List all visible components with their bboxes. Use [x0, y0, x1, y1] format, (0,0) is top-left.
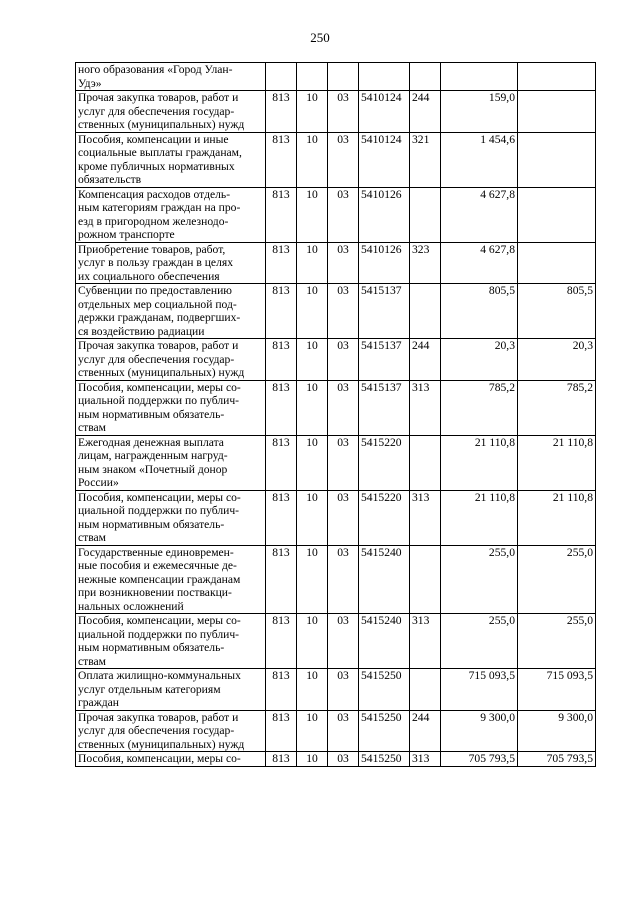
table-row: [76, 63, 596, 91]
table-row: [76, 490, 596, 545]
cell-amount: 705 793,5: [441, 752, 518, 767]
cell-name-line: Прочая закупка товаров, работ и: [78, 710, 239, 724]
cell-expense-type: 313: [410, 380, 441, 435]
cell-name-line: услуг для обеспечения государ-: [78, 352, 235, 366]
cell-target-article: 5410124: [359, 91, 410, 133]
cell-expense-type: [410, 669, 441, 711]
cell-amount: 4 627,8: [441, 187, 518, 242]
cell-amount-federal: 705 793,5: [518, 752, 596, 767]
cell-expense-type: 313: [410, 614, 441, 669]
cell-name: [76, 435, 266, 490]
cell-expense-type: [410, 63, 441, 91]
cell-subsection: 03: [328, 284, 359, 339]
cell-name-line: держки гражданам, подвергших-: [78, 311, 241, 324]
cell-name-line: циальной поддержки по публич-: [78, 627, 240, 641]
table-row: [76, 710, 596, 752]
cell-subsection: 03: [328, 710, 359, 752]
cell-name-line: Приобретение товаров, работ,: [78, 242, 226, 256]
cell-name-line: ным знаком «Почетный донор: [78, 462, 228, 476]
cell-ved: 813: [266, 545, 297, 614]
cell-section: 10: [297, 284, 328, 339]
cell-section: 10: [297, 545, 328, 614]
cell-ved: 813: [266, 435, 297, 490]
cell-name-line: Прочая закупка товаров, работ и: [78, 339, 239, 352]
cell-name-line: Пособия, компенсации и иные: [78, 132, 229, 146]
cell-name-line: циальной поддержки по публич-: [78, 504, 240, 517]
cell-section: 10: [297, 91, 328, 133]
cell-target-article: 5415250: [359, 710, 410, 752]
cell-section: 10: [297, 380, 328, 435]
cell-name-line: ся воздействию радиации: [78, 324, 205, 338]
cell-name: [76, 339, 266, 381]
cell-name-line: услуг для обеспечения государ-: [78, 724, 235, 737]
cell-amount: 159,0: [441, 91, 518, 133]
cell-name: [76, 242, 266, 284]
cell-name: [76, 752, 266, 767]
cell-target-article: 5415240: [359, 614, 410, 669]
cell-target-article: 5415250: [359, 752, 410, 767]
cell-amount-federal: [518, 63, 596, 91]
cell-amount: 21 110,8: [441, 435, 518, 490]
cell-name-line: Государственные единовремен-: [78, 545, 234, 559]
cell-name-line: езд в пригородном железнодо-: [78, 214, 229, 228]
cell-subsection: 03: [328, 545, 359, 614]
cell-amount: 20,3: [441, 339, 518, 381]
cell-name: [76, 545, 266, 614]
cell-amount-federal: [518, 242, 596, 284]
cell-section: 10: [297, 242, 328, 284]
cell-ved: 813: [266, 614, 297, 669]
cell-name-line: граждан: [78, 696, 119, 709]
cell-target-article: [359, 63, 410, 91]
cell-name: [76, 380, 266, 435]
cell-subsection: 03: [328, 435, 359, 490]
cell-ved: [266, 63, 297, 91]
cell-name-line: ствам: [78, 531, 107, 544]
cell-name-line: ственных (муниципальных) нужд: [78, 366, 245, 379]
cell-name: [76, 132, 266, 187]
cell-amount: 9 300,0: [441, 710, 518, 752]
cell-section: 10: [297, 614, 328, 669]
cell-name-line: отдельных мер социальной под-: [78, 297, 237, 311]
table-row: [76, 669, 596, 711]
cell-name-line: при возникновении поствакци-: [78, 586, 232, 599]
cell-name: [76, 669, 266, 711]
cell-expense-type: 313: [410, 752, 441, 767]
cell-target-article: 5415240: [359, 545, 410, 614]
cell-name: [76, 614, 266, 669]
cell-amount-federal: 9 300,0: [518, 710, 596, 752]
table-row: [76, 187, 596, 242]
cell-name-line: нальных осложнений: [78, 599, 184, 613]
cell-amount: 805,5: [441, 284, 518, 339]
cell-amount-federal: [518, 132, 596, 187]
cell-expense-type: 313: [410, 490, 441, 545]
cell-section: 10: [297, 435, 328, 490]
cell-name-line: Ежегодная денежная выплата: [78, 435, 224, 449]
cell-name-line: циальной поддержки по публич-: [78, 394, 240, 407]
cell-target-article: 5410124: [359, 132, 410, 187]
cell-subsection: 03: [328, 132, 359, 187]
table-row: [76, 435, 596, 490]
cell-ved: 813: [266, 752, 297, 767]
cell-name-line: ственных (муниципальных) нужд: [78, 737, 245, 751]
cell-name-line: ным категориям граждан на про-: [78, 201, 241, 214]
cell-amount-federal: 21 110,8: [518, 435, 596, 490]
cell-section: 10: [297, 752, 328, 767]
cell-expense-type: [410, 187, 441, 242]
cell-section: 10: [297, 132, 328, 187]
cell-target-article: 5415137: [359, 339, 410, 381]
table-row: [76, 284, 596, 339]
cell-name-line: ственных (муниципальных) нужд: [78, 118, 245, 131]
cell-subsection: 03: [328, 187, 359, 242]
cell-amount: 255,0: [441, 614, 518, 669]
cell-ved: 813: [266, 339, 297, 381]
cell-name-line: Пособия, компенсации, меры со-: [78, 752, 241, 765]
cell-target-article: 5410126: [359, 187, 410, 242]
cell-subsection: 03: [328, 339, 359, 381]
cell-amount: 715 093,5: [441, 669, 518, 711]
cell-name-line: Прочая закупка товаров, работ и: [78, 91, 239, 104]
cell-name: [76, 91, 266, 133]
cell-expense-type: 323: [410, 242, 441, 284]
cell-target-article: 5415250: [359, 669, 410, 711]
cell-name-line: ствам: [78, 654, 107, 668]
cell-ved: 813: [266, 242, 297, 284]
cell-ved: 813: [266, 669, 297, 711]
cell-name-line: ные пособия и ежемесячные де-: [78, 559, 237, 572]
cell-expense-type: [410, 545, 441, 614]
cell-amount-federal: 785,2: [518, 380, 596, 435]
cell-section: 10: [297, 187, 328, 242]
cell-ved: 813: [266, 490, 297, 545]
cell-expense-type: [410, 435, 441, 490]
cell-name-line: рожном транспорте: [78, 228, 175, 241]
cell-ved: 813: [266, 710, 297, 752]
cell-name-line: России»: [78, 476, 119, 489]
cell-name-line: ствам: [78, 421, 107, 434]
cell-name: [76, 284, 266, 339]
cell-expense-type: 244: [410, 91, 441, 133]
table-row: [76, 339, 596, 381]
cell-target-article: 5410126: [359, 242, 410, 284]
cell-amount: 255,0: [441, 545, 518, 614]
cell-subsection: 03: [328, 614, 359, 669]
cell-name: [76, 63, 266, 91]
cell-section: 10: [297, 669, 328, 711]
table-row: [76, 614, 596, 669]
cell-name-line: услуг отдельным категориям: [78, 682, 221, 696]
cell-subsection: 03: [328, 91, 359, 133]
cell-ved: 813: [266, 132, 297, 187]
cell-name: [76, 187, 266, 242]
cell-amount: [441, 63, 518, 91]
cell-amount-federal: 715 093,5: [518, 669, 596, 711]
cell-amount-federal: 20,3: [518, 339, 596, 381]
cell-target-article: 5415137: [359, 284, 410, 339]
table-row: [76, 545, 596, 614]
cell-amount-federal: [518, 91, 596, 133]
cell-name-line: Пособия, компенсации, меры со-: [78, 380, 241, 394]
cell-ved: 813: [266, 187, 297, 242]
cell-section: 10: [297, 339, 328, 381]
cell-subsection: 03: [328, 669, 359, 711]
table-row: [76, 752, 596, 767]
cell-expense-type: 244: [410, 339, 441, 381]
cell-subsection: [328, 63, 359, 91]
cell-section: 10: [297, 710, 328, 752]
budget-table: [75, 62, 596, 767]
cell-name-line: Оплата жилищно-коммунальных: [78, 669, 241, 682]
cell-subsection: 03: [328, 242, 359, 284]
cell-name-line: лицам, награжденным нагруд-: [78, 449, 228, 462]
cell-name-line: услуг в пользу граждан в целях: [78, 256, 233, 269]
cell-amount: 21 110,8: [441, 490, 518, 545]
cell-name-line: социальные выплаты гражданам,: [78, 146, 242, 159]
cell-amount-federal: 255,0: [518, 545, 596, 614]
page-number: 250: [310, 30, 330, 45]
cell-name: [76, 710, 266, 752]
cell-name-line: кроме публичных нормативных: [78, 159, 235, 173]
cell-ved: 813: [266, 91, 297, 133]
cell-amount-federal: 21 110,8: [518, 490, 596, 545]
cell-name-line: ным нормативным обязатель-: [78, 407, 225, 421]
cell-name-line: их социального обеспечения: [78, 269, 220, 283]
cell-name-line: Пособия, компенсации, меры со-: [78, 490, 241, 504]
cell-amount: 4 627,8: [441, 242, 518, 284]
cell-name-line: Пособия, компенсации, меры со-: [78, 614, 241, 627]
cell-name-line: ным нормативным обязатель-: [78, 517, 225, 531]
cell-name-line: нежные компенсации гражданам: [78, 572, 241, 586]
cell-amount-federal: 805,5: [518, 284, 596, 339]
cell-section: 10: [297, 490, 328, 545]
cell-amount-federal: [518, 187, 596, 242]
table-row: [76, 380, 596, 435]
cell-target-article: 5415220: [359, 435, 410, 490]
table-row: [76, 91, 596, 133]
cell-expense-type: 244: [410, 710, 441, 752]
cell-ved: 813: [266, 284, 297, 339]
cell-name-line: обязательств: [78, 173, 142, 186]
cell-subsection: 03: [328, 380, 359, 435]
table-row: [76, 242, 596, 284]
cell-expense-type: [410, 284, 441, 339]
cell-name-line: Субвенции по предоставлению: [78, 284, 232, 297]
cell-ved: 813: [266, 380, 297, 435]
cell-target-article: 5415137: [359, 380, 410, 435]
cell-amount-federal: 255,0: [518, 614, 596, 669]
cell-amount: 785,2: [441, 380, 518, 435]
cell-section: [297, 63, 328, 91]
table-body: [76, 63, 596, 767]
cell-name-line: ного образования «Город Улан-: [78, 63, 233, 76]
cell-name-line: ным нормативным обязатель-: [78, 641, 225, 654]
table-row: [76, 132, 596, 187]
cell-expense-type: 321: [410, 132, 441, 187]
cell-subsection: 03: [328, 490, 359, 545]
cell-name-line: услуг для обеспечения государ-: [78, 104, 235, 118]
cell-name-line: Компенсация расходов отдель-: [78, 187, 231, 201]
cell-target-article: 5415220: [359, 490, 410, 545]
cell-name-line: Удэ»: [78, 76, 102, 90]
cell-amount: 1 454,6: [441, 132, 518, 187]
cell-subsection: 03: [328, 752, 359, 767]
cell-name: [76, 490, 266, 545]
